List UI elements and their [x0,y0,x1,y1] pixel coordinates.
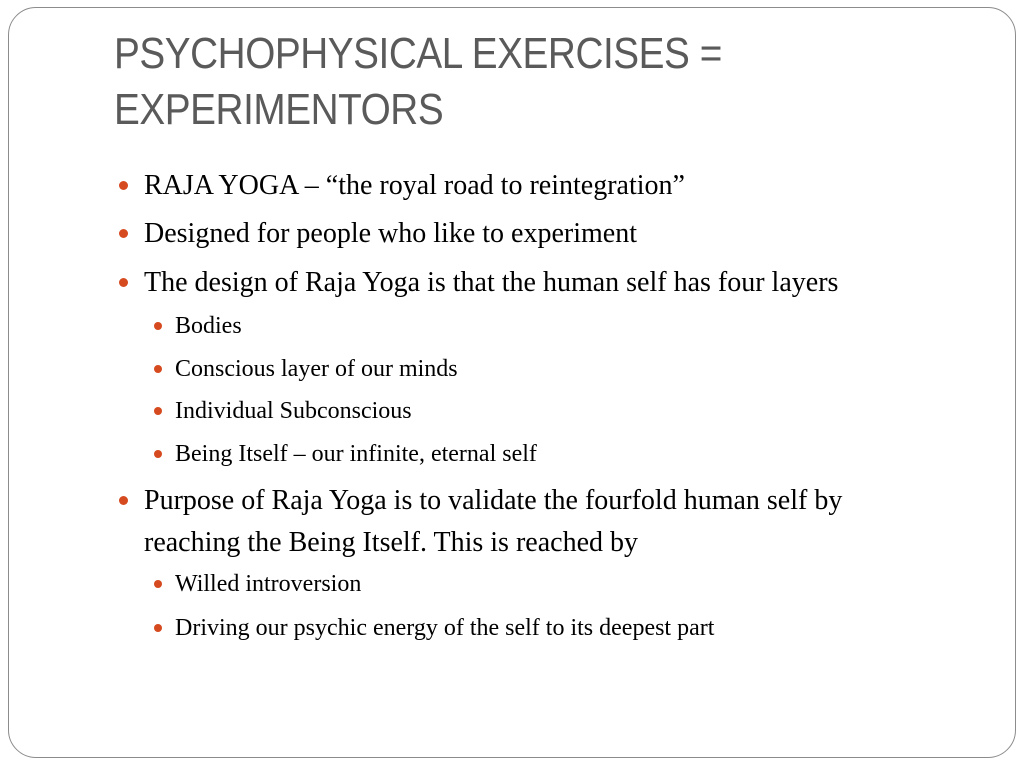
bullet-purpose [144,480,842,564]
bullet-text: Conscious layer of our minds [175,356,458,382]
bullet-raja-yoga [144,165,685,207]
bullet-text: Willed introversion [175,571,362,597]
bullet-dot-icon [154,624,162,632]
bullet-text-line-1: Purpose of Raja Yoga is to validate the fourfold human self by [144,485,843,516]
bullet-dot-icon [119,229,128,238]
bullet-text: The design of Raja Yoga is that the human self has four layers [144,267,839,298]
sub-bullet-willed-introversion [175,569,361,599]
bullet-text: Bodies [175,313,242,339]
bullet-text: RAJA YOGA – “the royal road to reintegration” [144,170,685,201]
bullet-text-line-2: reaching the Being Itself. This is reached by [144,527,638,558]
bullet-text: Individual Subconscious [175,398,412,424]
bullet-dot-icon [154,450,162,458]
bullet-text: Being Itself – our infinite, eternal self [175,441,537,467]
bullet-designed-for [144,213,637,255]
sub-bullet-conscious-layer [175,354,458,384]
bullet-dot-icon [119,278,128,287]
bullet-dot-icon [119,496,128,505]
bullet-dot-icon [154,322,162,330]
bullet-text: Driving our psychic energy of the self to its deepest part [175,615,715,641]
sub-bullet-subconscious [175,396,412,426]
bullet-dot-icon [119,181,128,190]
sub-bullet-psychic-energy [175,613,714,643]
sub-bullet-being-itself [175,439,537,469]
title-line-1: PSYCHOPHYSICAL EXERCISES = [114,29,722,78]
bullet-design-layers [144,262,838,304]
title-line-2: EXPERIMENTORS [114,85,444,134]
bullet-dot-icon [154,407,162,415]
bullet-dot-icon [154,580,162,588]
bullet-dot-icon [154,365,162,373]
bullet-text: Designed for people who like to experiment [144,218,637,249]
sub-bullet-bodies [175,311,242,341]
